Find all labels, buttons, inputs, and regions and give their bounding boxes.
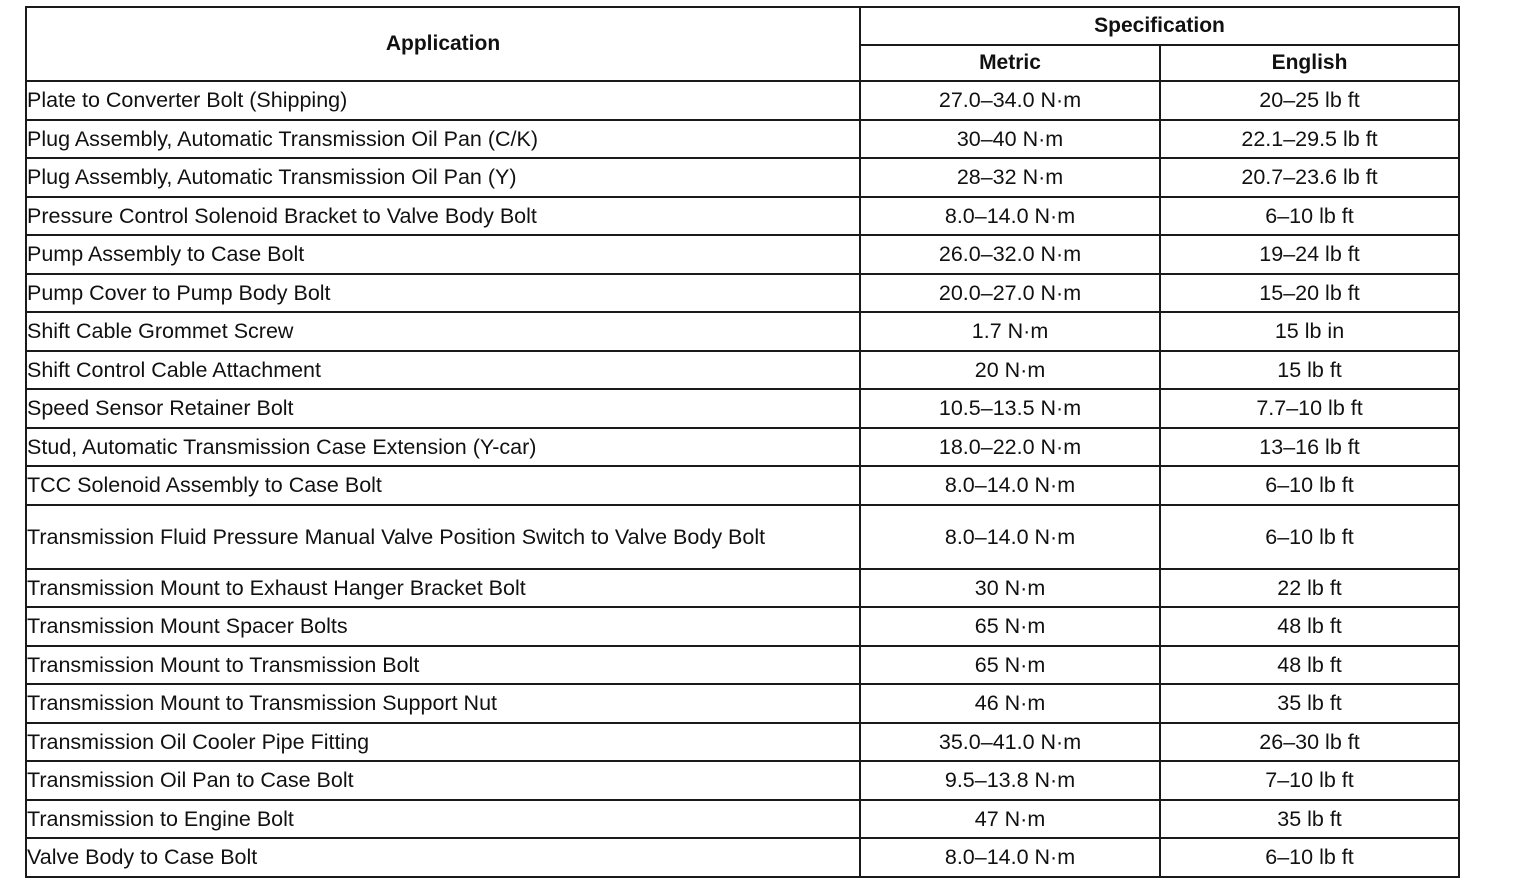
table-header xyxy=(26,7,1459,81)
cell-metric: 8.0–14.0 N·m xyxy=(860,505,1160,569)
cell-metric: 26.0–32.0 N·m xyxy=(860,235,1160,274)
cell-metric: 8.0–14.0 N·m xyxy=(860,466,1160,505)
cell-english: 22.1–29.5 lb ft xyxy=(1160,120,1459,159)
cell-english: 20.7–23.6 lb ft xyxy=(1160,158,1459,197)
table-row xyxy=(26,505,1459,569)
table-row xyxy=(26,389,1459,428)
table-row xyxy=(26,761,1459,800)
cell-application: Plug Assembly, Automatic Transmission Oil Pan (C/K) xyxy=(26,120,860,159)
cell-metric: 1.7 N·m xyxy=(860,312,1160,351)
cell-english: 22 lb ft xyxy=(1160,569,1459,608)
cell-application: Pump Cover to Pump Body Bolt xyxy=(26,274,860,313)
cell-application: Plate to Converter Bolt (Shipping) xyxy=(26,81,860,120)
header-metric: Metric xyxy=(860,45,1160,82)
cell-application: Shift Cable Grommet Screw xyxy=(26,312,860,351)
header-english: English xyxy=(1160,45,1459,82)
cell-english: 15–20 lb ft xyxy=(1160,274,1459,313)
table-row xyxy=(26,723,1459,762)
cell-application: Speed Sensor Retainer Bolt xyxy=(26,389,860,428)
cell-metric: 8.0–14.0 N·m xyxy=(860,838,1160,877)
cell-application: Transmission Fluid Pressure Manual Valve Position Switch to Valve Body Bolt xyxy=(26,505,860,569)
cell-metric: 20.0–27.0 N·m xyxy=(860,274,1160,313)
table-row xyxy=(26,838,1459,877)
cell-application: Stud, Automatic Transmission Case Extension (Y-car) xyxy=(26,428,860,467)
cell-english: 15 lb in xyxy=(1160,312,1459,351)
cell-metric: 28–32 N·m xyxy=(860,158,1160,197)
cell-english: 20–25 lb ft xyxy=(1160,81,1459,120)
cell-english: 35 lb ft xyxy=(1160,800,1459,839)
cell-application: Transmission Mount to Transmission Bolt xyxy=(26,646,860,685)
cell-english: 6–10 lb ft xyxy=(1160,466,1459,505)
cell-metric: 20 N·m xyxy=(860,351,1160,390)
cell-english: 6–10 lb ft xyxy=(1160,838,1459,877)
table-row xyxy=(26,235,1459,274)
cell-english: 26–30 lb ft xyxy=(1160,723,1459,762)
cell-english: 35 lb ft xyxy=(1160,684,1459,723)
cell-metric: 27.0–34.0 N·m xyxy=(860,81,1160,120)
cell-english: 48 lb ft xyxy=(1160,646,1459,685)
cell-application: Valve Body to Case Bolt xyxy=(26,838,860,877)
table-row xyxy=(26,158,1459,197)
cell-english: 13–16 lb ft xyxy=(1160,428,1459,467)
torque-spec-table xyxy=(25,6,1460,878)
cell-metric: 46 N·m xyxy=(860,684,1160,723)
cell-metric: 30 N·m xyxy=(860,569,1160,608)
cell-english: 6–10 lb ft xyxy=(1160,197,1459,236)
cell-english: 6–10 lb ft xyxy=(1160,505,1459,569)
table-row xyxy=(26,274,1459,313)
cell-metric: 8.0–14.0 N·m xyxy=(860,197,1160,236)
cell-english: 19–24 lb ft xyxy=(1160,235,1459,274)
cell-metric: 47 N·m xyxy=(860,800,1160,839)
cell-metric: 65 N·m xyxy=(860,607,1160,646)
cell-metric: 30–40 N·m xyxy=(860,120,1160,159)
cell-application: Transmission Mount to Exhaust Hanger Bracket Bolt xyxy=(26,569,860,608)
table-row xyxy=(26,646,1459,685)
cell-application: Pressure Control Solenoid Bracket to Valve Body Bolt xyxy=(26,197,860,236)
cell-application: Pump Assembly to Case Bolt xyxy=(26,235,860,274)
cell-english: 48 lb ft xyxy=(1160,607,1459,646)
cell-metric: 9.5–13.8 N·m xyxy=(860,761,1160,800)
table-row xyxy=(26,351,1459,390)
table-row xyxy=(26,607,1459,646)
cell-application: Transmission Mount Spacer Bolts xyxy=(26,607,860,646)
table-row xyxy=(26,120,1459,159)
cell-application: Transmission to Engine Bolt xyxy=(26,800,860,839)
table-row xyxy=(26,800,1459,839)
cell-metric: 35.0–41.0 N·m xyxy=(860,723,1160,762)
table-row xyxy=(26,466,1459,505)
cell-application: Transmission Oil Pan to Case Bolt xyxy=(26,761,860,800)
header-specification: Specification xyxy=(860,7,1459,45)
cell-application: Transmission Mount to Transmission Support Nut xyxy=(26,684,860,723)
cell-english: 7.7–10 lb ft xyxy=(1160,389,1459,428)
cell-metric: 10.5–13.5 N·m xyxy=(860,389,1160,428)
cell-metric: 65 N·m xyxy=(860,646,1160,685)
table-row xyxy=(26,312,1459,351)
header-application: Application xyxy=(26,7,860,81)
cell-application: TCC Solenoid Assembly to Case Bolt xyxy=(26,466,860,505)
table-row xyxy=(26,81,1459,120)
cell-application: Transmission Oil Cooler Pipe Fitting xyxy=(26,723,860,762)
table-row xyxy=(26,197,1459,236)
cell-application: Plug Assembly, Automatic Transmission Oil Pan (Y) xyxy=(26,158,860,197)
cell-english: 7–10 lb ft xyxy=(1160,761,1459,800)
cell-application: Shift Control Cable Attachment xyxy=(26,351,860,390)
cell-english: 15 lb ft xyxy=(1160,351,1459,390)
table-row xyxy=(26,569,1459,608)
table-row xyxy=(26,428,1459,467)
table-row xyxy=(26,684,1459,723)
table-body xyxy=(26,81,1459,877)
cell-metric: 18.0–22.0 N·m xyxy=(860,428,1160,467)
